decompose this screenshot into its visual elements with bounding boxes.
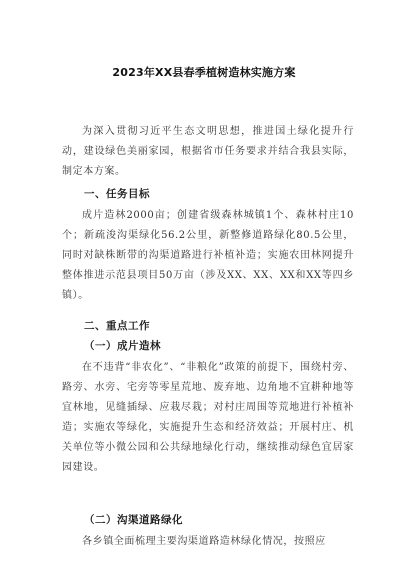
section-heading-key-work: 二、重点工作 [84, 320, 150, 332]
subsection-heading-ditch-road-greening: （二）沟渠道路绿化 [84, 514, 183, 526]
intro-paragraph: 为深入贯彻习近平生态文明思想，推进国土绿化提升行动，建设绿色美丽家园，根据省市任务要求并结合我县实际，制定本方案。 [62, 126, 354, 177]
task-goals-paragraph: 成片造林2000亩；创建省级森林城镇1个、森林村庄10个；新疏浚沟渠绿化56.2公里，新整修道路绿化80.5公里，同时对缺株断带的沟渠道路进行补植补造；实施农田林网提升整体推进示范县项目50万亩（涉及XX、XX、XX和XX等四乡镇）。 [62, 210, 354, 301]
subsection-heading-afforestation: （一）成片造林 [84, 340, 161, 352]
section-heading-task-goals: 一、任务目标 [84, 188, 150, 200]
ditch-road-greening-paragraph: 各乡镇全面梳理主要沟渠道路造林绿化情况，按照应 [82, 536, 326, 547]
afforestation-paragraph: 在不违背“非农化”、“非粮化”政策的前提下，围绕村旁、路旁、水旁、宅旁等零星荒地、废弃地、边角地不宜耕种地等宜林地，见缝插绿、应栽尽栽；对村庄周围等荒地进行补植补造；实施农等绿化，实施提升生态和经济效益；开展村庄、机关单位等小微公园和公共绿地绿化行动，继续推动绿色宜居家园建设。 [62, 362, 354, 473]
document-title: 2023年XX县春季植树造林实施方案 [112, 66, 296, 79]
